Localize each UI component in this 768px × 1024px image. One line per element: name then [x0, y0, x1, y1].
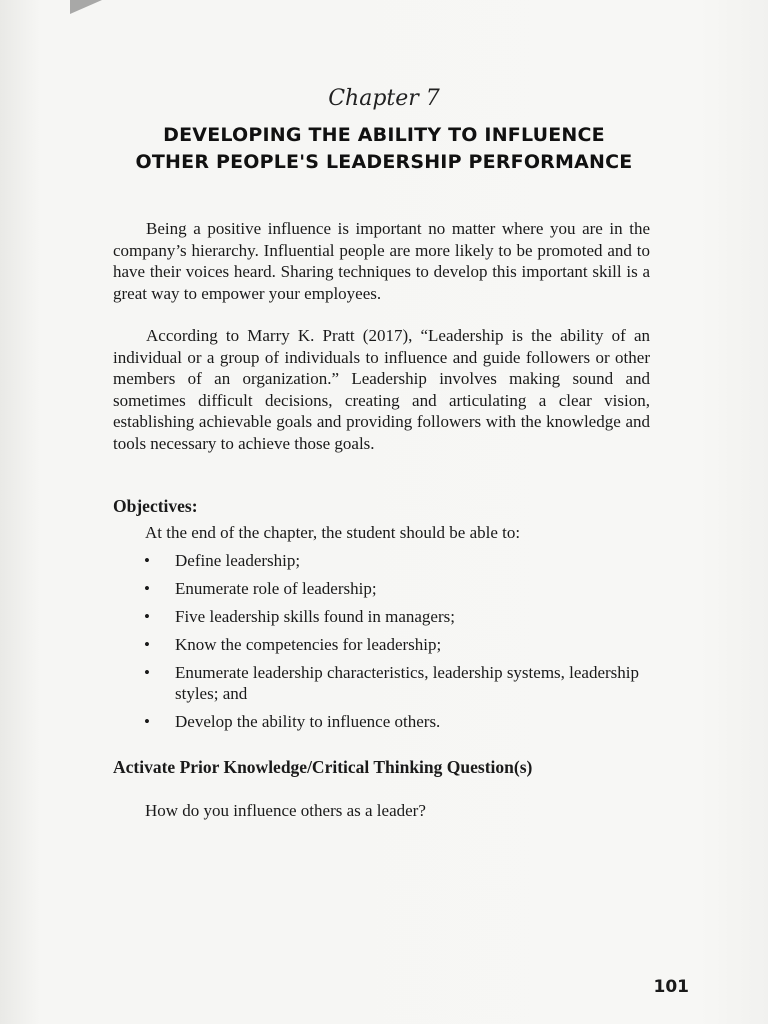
list-item — [140, 578, 670, 599]
objective-text: Enumerate role of leadership; — [175, 579, 377, 598]
bullet: • — [144, 607, 150, 626]
chapter-title-line-1: DEVELOPING THE ABILITY TO INFLUENCE — [163, 124, 605, 146]
list-item — [140, 662, 670, 704]
objectives-list — [140, 550, 670, 739]
chapter-title-line-2: OTHER PEOPLE'S LEADERSHIP PERFORMANCE — [135, 151, 633, 173]
objective-text: Enumerate leadership characteristics, leadership systems, leadership styles; and — [175, 663, 640, 703]
objectives-intro: At the end of the chapter, the student should be able to: — [145, 523, 521, 542]
intro-paragraph: Being a positive influence is important no matter where you are in the company’s hierarchy. Influential people are more likely to be promoted and to have their voices heard. Sharing techniques to develop this important skill is a great way to empower your employees. — [113, 219, 650, 303]
objectives-heading: Objectives: — [113, 496, 198, 516]
chapter-label: Chapter 7 — [328, 86, 440, 111]
objective-text: Know the competencies for leadership; — [175, 635, 442, 654]
definition-paragraph: According to Marry K. Pratt (2017), “Leadership is the ability of an individual or a group of individuals to influence and guide followers or other members of an organization.” Leadership involves making sound and sometimes difficult decisions, creating and articulating a clear vision, establishing achievable goals and providing followers with the knowledge and tools necessary to achieve those goals. — [113, 326, 650, 453]
bullet: • — [144, 635, 150, 654]
objective-text: Define leadership; — [175, 551, 301, 570]
critical-thinking-question: How do you influence others as a leader? — [145, 801, 426, 820]
list-item — [140, 711, 670, 732]
bullet: • — [144, 712, 150, 731]
list-item — [140, 606, 670, 627]
page-number: 101 — [653, 977, 689, 997]
bullet: • — [144, 551, 150, 570]
objective-text: Five leadership skills found in managers; — [175, 607, 455, 626]
objective-text: Develop the ability to influence others. — [175, 712, 441, 731]
scan-corner-mark — [70, 0, 102, 14]
list-item — [140, 550, 670, 571]
bullet: • — [144, 579, 150, 598]
activate-heading: Activate Prior Knowledge/Critical Thinking Question(s) — [113, 757, 533, 777]
bullet: • — [144, 663, 150, 682]
list-item — [140, 634, 670, 655]
